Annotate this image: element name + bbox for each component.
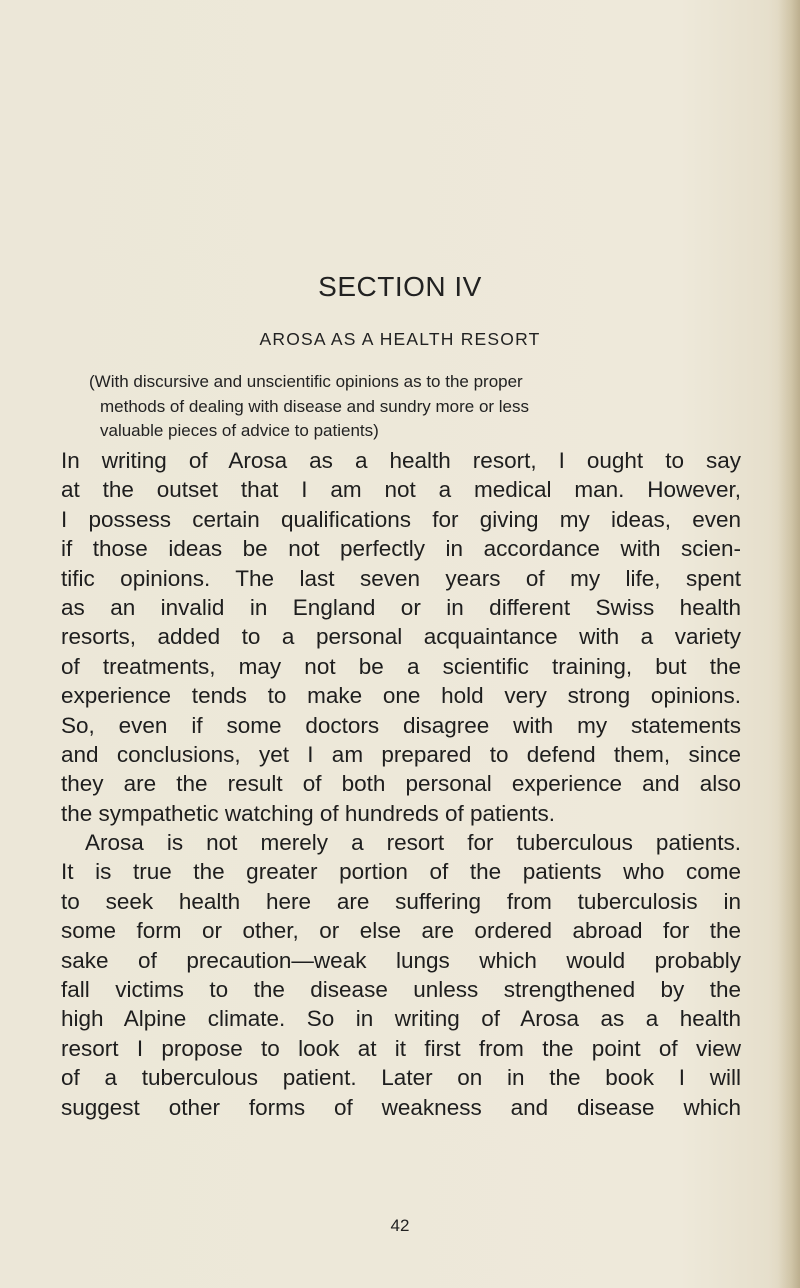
- body-line: some form or other, or else are ordered abroad for the: [61, 918, 741, 944]
- body-line: Arosa is not merely a resort for tuberculous patients.: [85, 830, 741, 856]
- body-line: they are the result of both personal experience and also: [61, 771, 741, 797]
- body-line: as an invalid in England or in different Swiss health: [61, 594, 741, 620]
- subtitle-line: valuable pieces of advice to patients): [100, 421, 379, 440]
- body-line: experience tends to make one hold very strong opinions.: [61, 683, 741, 709]
- body-line: the sympathetic watching of hundreds of patients.: [61, 800, 556, 826]
- body-text: [61, 446, 741, 1122]
- subtitle-line: methods of dealing with disease and sundry more or less: [100, 396, 530, 416]
- subtitle-line: (With discursive and unscientific opinions as to the proper: [89, 372, 523, 391]
- body-line: of treatments, may not be a scientific training, but the: [61, 653, 741, 679]
- chapter-title: AROSA AS A HEALTH RESORT: [259, 329, 541, 349]
- body-line: suggest other forms of weakness and disease which: [61, 1094, 741, 1120]
- body-line: It is true the greater portion of the patients who come: [61, 859, 741, 885]
- body-line: In writing of Arosa as a health resort, I ought to say: [61, 448, 741, 473]
- body-line: of a tuberculous patient. Later on in the book I will: [61, 1065, 741, 1091]
- body-line: So, even if some doctors disagree with my statements: [61, 712, 741, 738]
- body-line: to seek health here are suffering from tuberculosis in: [61, 888, 741, 914]
- body-line: sake of precaution—weak lungs which would probably: [61, 947, 741, 973]
- page-number: 42: [390, 1216, 410, 1235]
- body-line: I possess certain qualifications for giving my ideas, even: [61, 506, 741, 532]
- page-edge-shadow: [778, 0, 800, 1288]
- section-heading: SECTION IV: [318, 271, 482, 302]
- body-line: resorts, added to a personal acquaintance with a variety: [61, 624, 741, 650]
- body-line: tific opinions. The last seven years of my life, spent: [61, 565, 741, 591]
- body-line: high Alpine climate. So in writing of Arosa as a health: [61, 1006, 741, 1032]
- body-line: fall victims to the disease unless strengthened by the: [61, 977, 741, 1003]
- body-line: and conclusions, yet I am prepared to defend them, since: [61, 741, 741, 767]
- body-line: resort I propose to look at it first from the point of view: [61, 1035, 741, 1061]
- chapter-subtitle: [89, 370, 719, 444]
- body-line: at the outset that I am not a medical man. However,: [61, 477, 741, 503]
- body-line: if those ideas be not perfectly in accordance with scien-: [61, 536, 741, 562]
